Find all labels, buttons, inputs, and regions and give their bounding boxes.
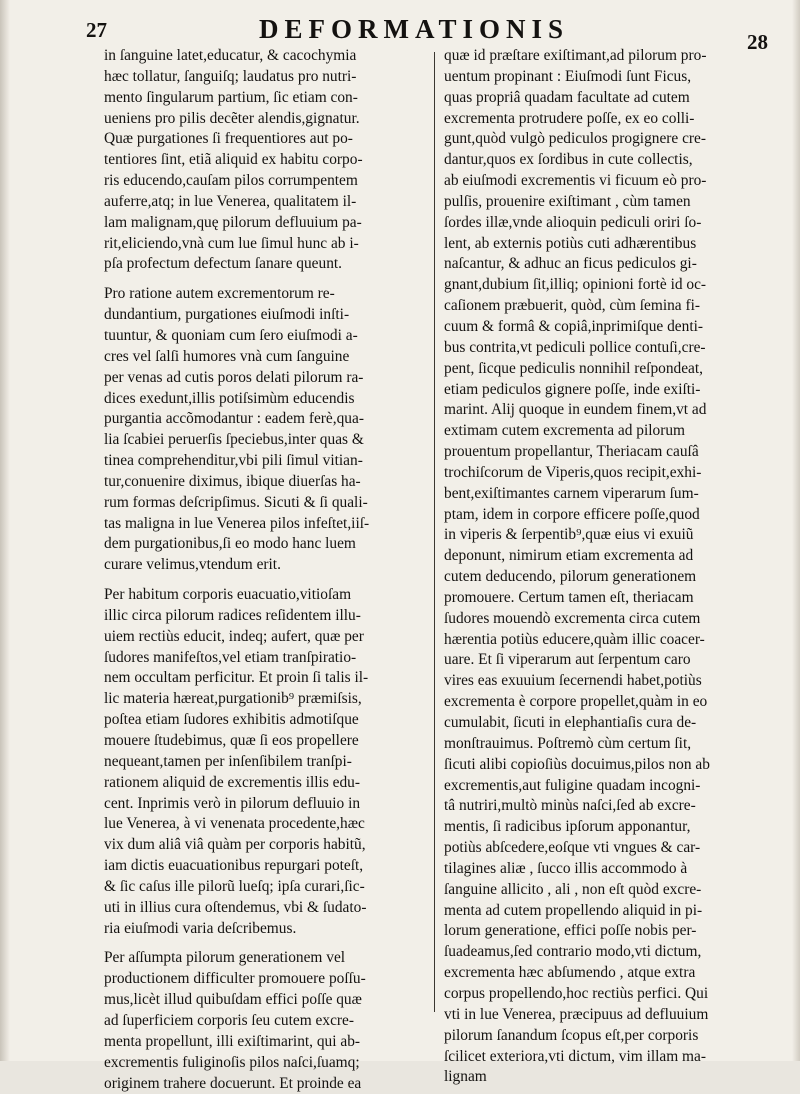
text-line: nequeant,tamen per inſenſibilem tranſpi- <box>104 752 426 773</box>
text-line: rit,eliciendo,vnà cum lue ſimul hunc ab i- <box>104 234 426 255</box>
text-line: mento ſingularum partium, ſic etiam con- <box>104 88 426 109</box>
right-text-column <box>444 46 770 1088</box>
left-text-column <box>104 46 426 1094</box>
running-head: DEFORMATIONIS <box>234 14 594 45</box>
text-line: uentum propinant : Eiuſmodi ſunt Ficus, <box>444 67 770 88</box>
text-line: marint. Alij quoque in eundem finem,vt ad <box>444 400 770 421</box>
text-line: menta propellunt, illi exiſtimarint, qui ab- <box>104 1032 426 1053</box>
text-line: ptam, idem in corpore efficere poſſe,quod <box>444 505 770 526</box>
text-line: cres vel ſalſi humores vnà cum ſanguine <box>104 347 426 368</box>
text-line: lignam <box>444 1067 770 1088</box>
text-line: tilagines aliæ , ſucco illis accommodo à <box>444 859 770 880</box>
text-line: lam malignam,quę pilorum defluuium pa- <box>104 213 426 234</box>
text-line: originem trahere docuerunt. Et proinde ea <box>104 1074 426 1094</box>
text-line: promouere. Certum tamen eſt, theriacam <box>444 588 770 609</box>
text-line: uiem rectiùs educit, indeq; aufert, quæ per <box>104 627 426 648</box>
text-line: etiam pediculos gignere poſſe, inde exiſti- <box>444 380 770 401</box>
text-line: uti in illius cura oſtendemus, vbi & ſudato- <box>104 898 426 919</box>
text-line: extimam cutem excrementa ad pilorum <box>444 421 770 442</box>
text-line: ſudores mouendò excrementa circa cutem <box>444 609 770 630</box>
text-line: tentiores ſint, etiã aliquid ex habitu corpo- <box>104 150 426 171</box>
text-line: iam dictis euacuationibus repurgari poteſt, <box>104 856 426 877</box>
text-line: potiùs abſcedere,eoſque vti vngues & car- <box>444 838 770 859</box>
text-line: Pro ratione autem excrementorum re- <box>104 284 426 305</box>
text-line: rationem aliquid de excrementis illis edu- <box>104 773 426 794</box>
paragraph-gap <box>104 939 426 948</box>
text-line: vti in lue Venerea, præcipuus ad defluuium <box>444 1005 770 1026</box>
text-line: auferre,atq; in lue Venerea, qualitatem il- <box>104 192 426 213</box>
text-line: ab eiuſmodi excrementis vi ficuum eò pro- <box>444 171 770 192</box>
text-line: lent, ab externis potiùs cuti adhærentibus <box>444 234 770 255</box>
text-line: ris educendo,cauſam pilos corrumpentem <box>104 171 426 192</box>
text-line: deponunt, nimirum etiam excrementa ad <box>444 546 770 567</box>
text-line: hæc tollatur, ſanguiſq; laudatus pro nutri- <box>104 67 426 88</box>
text-line: nem occultam perficitur. Et proin ſi talis il- <box>104 668 426 689</box>
text-line: menta ad cutem propellendo aliquid in pi- <box>444 901 770 922</box>
text-line: cumulabit, ſicuti in elephantiaſis cura de- <box>444 713 770 734</box>
text-line: ria eiuſmodi varia deſcribemus. <box>104 919 426 940</box>
text-line: quæ id præſtare exiſtimant,ad pilorum pro- <box>444 46 770 67</box>
text-line: Per habitum corporis euacuatio,vitioſam <box>104 585 426 606</box>
text-line: cuum & formâ & copiâ,inprimiſque denti- <box>444 317 770 338</box>
text-line: bus contrita,vt pediculi pollice contuſi,cre- <box>444 338 770 359</box>
text-line: tuuntur, & quoniam cum ſero eiuſmodi a- <box>104 326 426 347</box>
page-number-right: 28 <box>747 30 768 55</box>
text-line: excrementa protrudere poſſe, ex eo colli- <box>444 109 770 130</box>
text-line: ſcilicet exteriora,vti dictum, vim illam ma- <box>444 1047 770 1068</box>
text-line: per venas ad cutis poros delati pilorum ra- <box>104 368 426 389</box>
text-line: vires eas exuuium ſecernendi habet,potiùs <box>444 671 770 692</box>
text-line: mouere ſtudebimus, quæ ſi eos propellere <box>104 731 426 752</box>
text-line: excrementis fuliginoſis pilos naſci,ſuamq; <box>104 1053 426 1074</box>
text-line: mentis, ſi radicibus ipſorum apponantur, <box>444 817 770 838</box>
paragraph-gap <box>104 275 426 284</box>
text-line: tâ nutriri,multò minùs naſci,ſed ab excre- <box>444 796 770 817</box>
text-line: ſuadeamus,ſed contrario modo,vti dictum, <box>444 942 770 963</box>
text-line: hærentia potiùs educere,quàm illic coacer- <box>444 630 770 651</box>
text-line: monſtrauimus. Poſtremò cùm certum ſit, <box>444 734 770 755</box>
text-line: excrementis,aut fuligine quadam incogni- <box>444 776 770 797</box>
text-line: ſudores manifeſtos,vel etiam tranſpiratio- <box>104 648 426 669</box>
text-line: rum formas deſcripſimus. Sicuti & ſi quali- <box>104 493 426 514</box>
text-line: tas maligna in lue Venerea pilos infeſtet,iiſ- <box>104 514 426 535</box>
text-line: pſa profectum defectum ſanare queunt. <box>104 254 426 275</box>
text-line: lic materia hæreat,purgationib⁹ præmiſsis, <box>104 689 426 710</box>
text-line: vix dum aliâ viâ quàm per corporis habitũ, <box>104 835 426 856</box>
text-line: dundantium, purgationes eiuſmodi inſti- <box>104 305 426 326</box>
text-line: dem purgationibus,ſi eo modo hanc luem <box>104 534 426 555</box>
text-line: caſionem præbuerit, quòd, cùm ſemina fi- <box>444 296 770 317</box>
text-line: naſcantur, & adhuc an ficus pediculos gi- <box>444 254 770 275</box>
text-line: ſicuti alibi copioſiùs docuimus,pilos non ab <box>444 755 770 776</box>
column-divider <box>434 52 435 1012</box>
text-line: pulſis, prouenire exiſtimant , cùm tamen <box>444 192 770 213</box>
text-line: ad ſuperficiem corporis ſeu cutem excre- <box>104 1011 426 1032</box>
text-line: quas propriâ quadam facultate ad cutem <box>444 88 770 109</box>
text-line: in viperis & ſerpentib⁹,quæ eius vi exuiũ <box>444 525 770 546</box>
text-line: ueniens pro pilis decẽter alendis,gignatur. <box>104 109 426 130</box>
text-line: excrementa hæc abſumendo , atque extra <box>444 963 770 984</box>
text-line: lorum generatione, effici poſſe nobis per- <box>444 921 770 942</box>
text-line: curare velimus,vtendum erit. <box>104 555 426 576</box>
text-line: prouentum propellantur, Theriacam cauſâ <box>444 442 770 463</box>
text-line: illic circa pilorum radices reſidentem illu- <box>104 606 426 627</box>
text-line: gunt,quòd vulgò pediculos progignere cre- <box>444 129 770 150</box>
page-edge-shadow-right <box>792 0 800 1061</box>
text-line: tinea comprehenditur,vbi pili ſimul vitian- <box>104 451 426 472</box>
text-line: Per aſſumpta pilorum generationem vel <box>104 948 426 969</box>
text-line: poſtea etiam ſudores exhibitis admotiſque <box>104 710 426 731</box>
text-line: ſanguine allicito , ali , non eſt quòd excre- <box>444 880 770 901</box>
text-line: Quæ purgationes ſi frequentiores aut po- <box>104 129 426 150</box>
page-edge-shadow-left <box>0 0 10 1061</box>
text-line: pent, ſicque pediculis nonnihil reſpondeat, <box>444 359 770 380</box>
text-line: lia ſcabiei peruerſis ſpeciebus,inter quas & <box>104 430 426 451</box>
text-line: cutem deducendo, pilorum generationem <box>444 567 770 588</box>
text-line: dices exedunt,illis potiſsimùm educendis <box>104 389 426 410</box>
text-line: excrementa è corpore propellet,quàm in eo <box>444 692 770 713</box>
text-line: productionem difficulter promouere poſſu- <box>104 969 426 990</box>
text-line: tur,conuenire diximus, ibique diuerſas ha- <box>104 472 426 493</box>
text-line: in ſanguine latet,educatur, & cacochymia <box>104 46 426 67</box>
text-line: purgantia accõmodantur : eadem ferè,qua- <box>104 409 426 430</box>
text-line: bent,exiſtimantes carnem viperarum ſum- <box>444 484 770 505</box>
text-line: cent. Inprimis verò in pilorum defluuio in <box>104 794 426 815</box>
text-line: corpus propellendo,hoc rectiùs perfici. Qui <box>444 984 770 1005</box>
text-line: uare. Et ſi viperarum aut ſerpentum caro <box>444 650 770 671</box>
text-line: trochiſcorum de Viperis,quos recipit,exhi- <box>444 463 770 484</box>
paragraph-gap <box>104 576 426 585</box>
text-line: dantur,quos ex ſordibus in cute collectis, <box>444 150 770 171</box>
text-line: pilorum ſanandum ſcopus eſt,per corporis <box>444 1026 770 1047</box>
text-line: ſordes illæ,vnde alioquin pediculi oriri ſo- <box>444 213 770 234</box>
text-line: gnant,dubium ſit,illiq; opinioni fortè id oc- <box>444 275 770 296</box>
page-number-left: 27 <box>86 18 107 43</box>
text-line: lue Venerea, à vi venenata procedente,hæc <box>104 814 426 835</box>
text-line: & ſic caſus ille pilorũ lueſq; ipſa curari,ſic- <box>104 877 426 898</box>
text-line: mus,licèt illud quibuſdam effici poſſe quæ <box>104 990 426 1011</box>
